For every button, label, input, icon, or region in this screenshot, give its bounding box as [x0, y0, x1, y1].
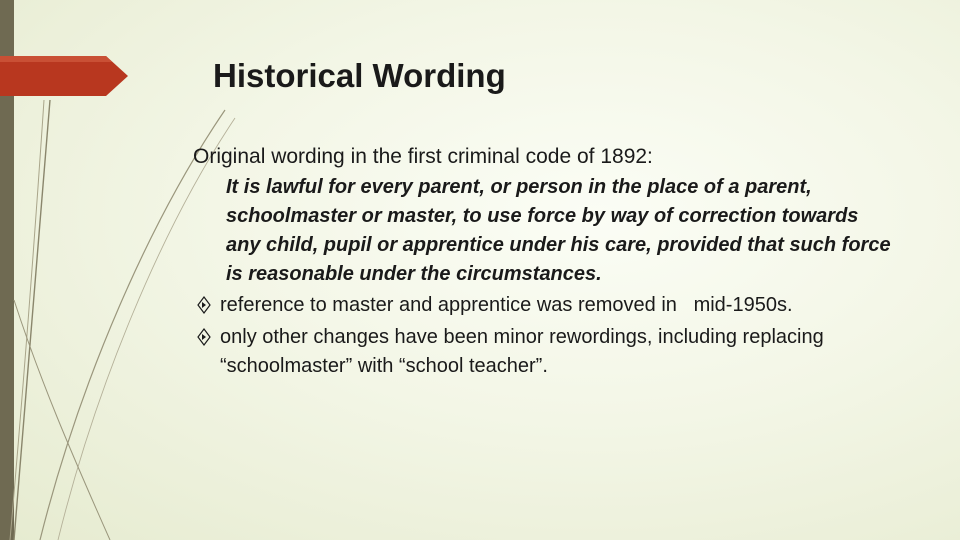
legal-quote: It is lawful for every parent, or person in the place of a parent, schoolmaster or master, to use force by way of correction towards any child, pupil or apprentice under his care, provided that such force is reasonable under the circumstances.: [226, 176, 891, 285]
bullet-text: reference to master and apprentice was removed in mid-1950s.: [220, 294, 793, 316]
intro-text: Original wording in the first criminal code of 1892:: [193, 145, 653, 168]
bullet-item: [193, 291, 893, 320]
bullet-text: only other changes have been minor rewordings, including replacing “schoolmaster” with “school teacher”.: [220, 326, 824, 377]
bullet-item: [193, 323, 893, 381]
slide-content: [193, 142, 893, 384]
slide-title: Historical Wording: [213, 57, 506, 94]
title-accent-arrow: [0, 56, 128, 96]
diamond-arrow-icon: [197, 328, 211, 346]
diamond-arrow-icon: [197, 296, 211, 314]
